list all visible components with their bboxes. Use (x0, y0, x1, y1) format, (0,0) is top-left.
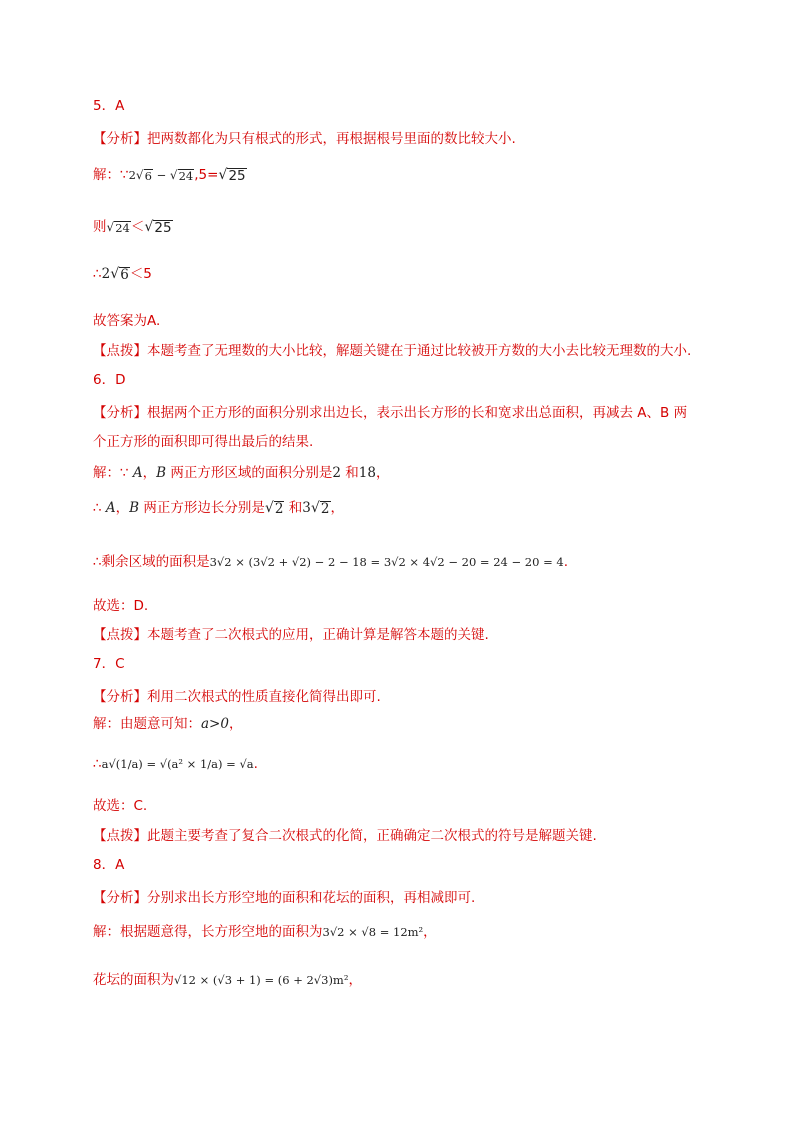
q6-sol-a: A (132, 465, 143, 481)
q5-heading: 5．A (93, 98, 125, 114)
q5-solution (93, 165, 247, 185)
q6-answer: 故选：D. (93, 598, 149, 614)
q5-sol-prefix: 解：∵ (93, 167, 129, 183)
q6-sides-v2: 3 √ 2 (302, 500, 330, 517)
q5-th-expr: 2 √ 6 (101, 266, 129, 283)
q8-flower-expr: √12 × (√3 + 1) = (6 + 2√3)m² (174, 973, 349, 987)
q6-sol-b: B (156, 465, 167, 481)
q7-comment: 【点拨】此题主要考查了复合二次根式的化简，正确确定二次根式的符号是解题关键. (93, 828, 597, 844)
q6-rem-prefix: ∴剩余区域的面积是 (93, 554, 210, 570)
q6-sol-prefix: 解：∵ (93, 465, 133, 481)
q7-solution: 解：由题意可知：a>0， (93, 716, 243, 732)
q5-then (93, 217, 173, 237)
q8-flower: 花坛的面积为√12 × (√3 + 1) = (6 + 2√3)m²， (93, 972, 362, 988)
q7-answer: 故选：C. (93, 798, 148, 814)
q8-sol-expr: 3√2 × √8 = 12m² (322, 925, 424, 939)
q6-sol-n2: 18 (358, 465, 376, 481)
q6-sides: ∴ A，B 两正方形边长分别是 √ 2 和3 √ 2 ， (93, 500, 344, 517)
q8-heading: 8．A (93, 857, 125, 873)
q7-heading: 7．C (93, 656, 125, 672)
q7-analysis: 【分析】利用二次根式的性质直接化简得出即可. (93, 689, 381, 705)
q8-sol-prefix: 解：根据题意得，长方形空地的面积为 (93, 924, 323, 940)
q5-then-a: √ 24 (106, 220, 130, 235)
q6-analysis-line1: 【分析】根据两个正方形的面积分别求出边长，表示出长方形的长和宽求出总面积，再减去 A、B 两 (93, 405, 688, 421)
q6-analysis-line2: 个正方形的面积即可得出最后的结果. (93, 434, 314, 450)
q5-answer: 故答案为A. (93, 313, 161, 329)
q6-sides-b: B (129, 500, 140, 516)
q8-analysis: 【分析】分别求出长方形空地的面积和花坛的面积，再相减即可. (93, 890, 476, 906)
q5-analysis: 【分析】把两数都化为只有根式的形式，再根据根号里面的数比较大小. (93, 131, 516, 147)
q6-solution: 解：∵ A，B 两正方形区域的面积分别是2 和18， (93, 465, 390, 481)
q6-sides-v1: √ 2 (264, 500, 284, 517)
q8-flower-prefix: 花坛的面积为 (93, 972, 174, 988)
q5-sol-sqrt25: √ 25 (218, 167, 246, 184)
q6-heading: 6．D (93, 372, 126, 388)
q8-solution: 解：根据题意得，长方形空地的面积为3√2 × √8 = 12m²， (93, 924, 437, 940)
q5-therefore (93, 264, 152, 284)
q6-sides-a: A (105, 500, 116, 516)
q7-sol-prefix: 解：由题意可知： (93, 716, 201, 732)
q5-th-rest: ＜5 (129, 266, 152, 282)
q5-sol-expr: 2 √ 6 − √ 24 (128, 168, 194, 183)
q7-th-expr: a√(1/a) = √(a² × 1/a) = √a (101, 757, 254, 771)
q5-then-b: √ 25 (144, 219, 172, 236)
q5-sol-mid: ,5= (194, 167, 219, 183)
q5-comment: 【点拨】本题考查了无理数的大小比较，解题关键在于通过比较被开方数的大小去比较无理数的大小. (93, 343, 692, 359)
q5-therefore-sign: ∴ (93, 266, 102, 282)
q5-then-prefix: 则 (93, 219, 107, 235)
q5-then-lt: ＜ (130, 219, 145, 235)
q7-sol-cond: a>0 (201, 716, 229, 732)
q6-remaining: ∴剩余区域的面积是3√2 × (3√2 + √2) − 2 − 18 = 3√2 × 4√2 − 20 = 24 − 20 = 4. (93, 554, 568, 570)
q6-sol-n1: 2 (332, 465, 341, 481)
q7-therefore: ∴a√(1/a) = √(a² × 1/a) = √a. (93, 756, 258, 772)
q6-rem-expr: 3√2 × (3√2 + √2) − 2 − 18 = 3√2 × 4√2 − 20 = 24 − 20 = 4 (209, 555, 564, 569)
q6-comment: 【点拨】本题考查了二次根式的应用，正确计算是解答本题的关键. (93, 627, 489, 643)
